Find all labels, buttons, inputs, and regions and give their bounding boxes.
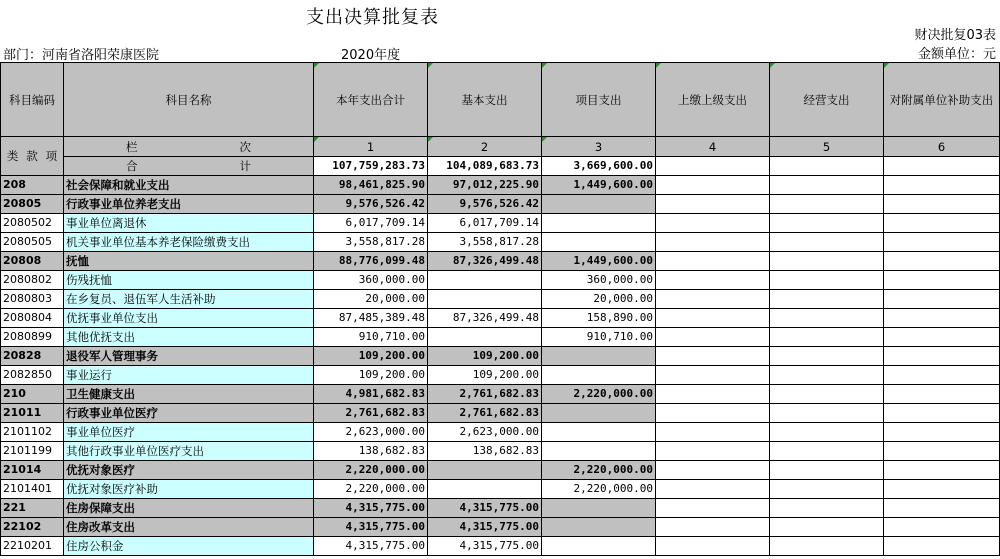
- row-name: 卫生健康支出: [64, 385, 314, 404]
- row-project: 2,220,000.00: [542, 461, 656, 480]
- row-basic: [428, 271, 542, 290]
- row-project: 360,000.00: [542, 271, 656, 290]
- row-project: [542, 537, 656, 556]
- row-total: 6,017,709.14: [314, 214, 428, 233]
- row-code: 2080804: [1, 309, 64, 328]
- row-code: 20828: [1, 347, 64, 366]
- row-project: [542, 366, 656, 385]
- row-upper: [656, 366, 770, 385]
- row-subsidy: [884, 328, 1000, 347]
- row-upper: [656, 423, 770, 442]
- row-subsidy: [884, 347, 1000, 366]
- row-subsidy: [884, 252, 1000, 271]
- report-title: 支出决算批复表: [306, 7, 439, 28]
- row-basic: 109,200.00: [428, 366, 542, 385]
- row-name: 住房改革支出: [64, 518, 314, 537]
- kind-xiang: 项: [45, 149, 58, 163]
- row-basic: 87,326,499.48: [428, 252, 542, 271]
- table-row: [1, 461, 1000, 480]
- row-code: 210: [1, 385, 64, 404]
- col-header-upper: 上缴上级支出: [656, 63, 770, 137]
- row-subsidy: [884, 499, 1000, 518]
- row-name: 机关事业单位基本养老保险缴费支出: [64, 233, 314, 252]
- row-total: 3,558,817.28: [314, 233, 428, 252]
- row-upper: [656, 271, 770, 290]
- row-code: 21011: [1, 404, 64, 423]
- total-row: [1, 157, 1000, 176]
- row-upper: [656, 518, 770, 537]
- row-project: 910,710.00: [542, 328, 656, 347]
- row-code: 22102: [1, 518, 64, 537]
- table-row: [1, 347, 1000, 366]
- row-operating: [770, 461, 884, 480]
- row-name: 其他行政事业单位医疗支出: [64, 442, 314, 461]
- row-project: [542, 442, 656, 461]
- row-subsidy: [884, 176, 1000, 195]
- colnum-5: 5: [770, 137, 884, 157]
- row-subsidy: [884, 537, 1000, 556]
- row-operating: [770, 423, 884, 442]
- row-name: 行政事业单位医疗: [64, 404, 314, 423]
- row-basic: 87,326,499.48: [428, 309, 542, 328]
- row-subsidy: [884, 423, 1000, 442]
- row-total: 360,000.00: [314, 271, 428, 290]
- row-total: 109,200.00: [314, 366, 428, 385]
- row-operating: [770, 518, 884, 537]
- row-total: 138,682.83: [314, 442, 428, 461]
- col-header-basic: 基本支出: [428, 63, 542, 137]
- col-header-subsidy: 对附属单位补助支出: [884, 63, 1000, 137]
- row-operating: [770, 328, 884, 347]
- row-project: 20,000.00: [542, 290, 656, 309]
- row-subsidy: [884, 309, 1000, 328]
- row-code: 20808: [1, 252, 64, 271]
- row-operating: [770, 290, 884, 309]
- table-row: [1, 404, 1000, 423]
- row-name: 优抚对象医疗: [64, 461, 314, 480]
- row-operating: [770, 252, 884, 271]
- total-c1: 107,759,283.73: [314, 157, 428, 176]
- row-basic: 4,315,775.00: [428, 518, 542, 537]
- row-subsidy: [884, 271, 1000, 290]
- table-row: [1, 366, 1000, 385]
- row-total: 2,220,000.00: [314, 480, 428, 499]
- row-upper: [656, 499, 770, 518]
- row-name: 退役军人管理事务: [64, 347, 314, 366]
- row-upper: [656, 537, 770, 556]
- row-basic: [428, 290, 542, 309]
- row-basic: 138,682.83: [428, 442, 542, 461]
- kind-lei: 类: [6, 149, 19, 163]
- row-subsidy: [884, 404, 1000, 423]
- row-basic: [428, 461, 542, 480]
- total-he: 合: [126, 159, 138, 173]
- table-row: [1, 195, 1000, 214]
- row-operating: [770, 499, 884, 518]
- colnum-6: 6: [884, 137, 1000, 157]
- table-row: [1, 328, 1000, 347]
- row-project: [542, 233, 656, 252]
- row-code: 2210201: [1, 537, 64, 556]
- row-basic: 6,017,709.14: [428, 214, 542, 233]
- amount-unit: 金额单位：元: [917, 47, 996, 62]
- row-name: 优抚事业单位支出: [64, 309, 314, 328]
- total-c2: 104,089,683.73: [428, 157, 542, 176]
- row-total: 20,000.00: [314, 290, 428, 309]
- row-code: 21014: [1, 461, 64, 480]
- row-total: 9,576,526.42: [314, 195, 428, 214]
- row-basic: 2,761,682.83: [428, 385, 542, 404]
- row-total: 910,710.00: [314, 328, 428, 347]
- column-header-row: [1, 63, 1000, 137]
- row-total: 2,220,000.00: [314, 461, 428, 480]
- row-subsidy: [884, 442, 1000, 461]
- kind-kuan: 款: [26, 149, 38, 163]
- table-row: [1, 214, 1000, 233]
- row-subsidy: [884, 233, 1000, 252]
- row-name: 伤残抚恤: [64, 271, 314, 290]
- row-code: 2101199: [1, 442, 64, 461]
- table-code: 财决批复03表: [914, 28, 996, 43]
- row-subsidy: [884, 290, 1000, 309]
- total-c3: 3,669,600.00: [542, 157, 656, 176]
- row-code: 208: [1, 176, 64, 195]
- row-upper: [656, 461, 770, 480]
- row-upper: [656, 404, 770, 423]
- table-row: [1, 537, 1000, 556]
- table-row: [1, 271, 1000, 290]
- total-c4: [656, 157, 770, 176]
- row-name: 行政事业单位养老支出: [64, 195, 314, 214]
- row-project: [542, 499, 656, 518]
- row-upper: [656, 252, 770, 271]
- row-upper: [656, 195, 770, 214]
- row-project: 2,220,000.00: [542, 480, 656, 499]
- row-upper: [656, 176, 770, 195]
- department-label: 部门：河南省洛阳荣康医院: [3, 48, 160, 63]
- row-code: 2101401: [1, 480, 64, 499]
- row-total: 4,981,682.83: [314, 385, 428, 404]
- colnum-3: 3: [542, 137, 656, 157]
- row-operating: [770, 366, 884, 385]
- row-operating: [770, 195, 884, 214]
- colnum-4: 4: [656, 137, 770, 157]
- row-name: 住房公积金: [64, 537, 314, 556]
- row-upper: [656, 214, 770, 233]
- row-name: 抚恤: [64, 252, 314, 271]
- row-project: 2,220,000.00: [542, 385, 656, 404]
- row-total: 4,315,775.00: [314, 499, 428, 518]
- row-name: 事业运行: [64, 366, 314, 385]
- row-project: 1,449,600.00: [542, 176, 656, 195]
- row-name: 事业单位医疗: [64, 423, 314, 442]
- row-operating: [770, 271, 884, 290]
- row-code: 2080802: [1, 271, 64, 290]
- table-row: [1, 518, 1000, 537]
- row-basic: 9,576,526.42: [428, 195, 542, 214]
- row-basic: 4,315,775.00: [428, 537, 542, 556]
- row-subsidy: [884, 366, 1000, 385]
- row-total: 2,623,000.00: [314, 423, 428, 442]
- row-total: 4,315,775.00: [314, 518, 428, 537]
- total-c6: [884, 157, 1000, 176]
- colnum-1: 1: [314, 137, 428, 157]
- row-operating: [770, 385, 884, 404]
- row-basic: 109,200.00: [428, 347, 542, 366]
- col-header-code: 科目编码: [1, 63, 64, 137]
- row-subsidy: [884, 518, 1000, 537]
- ci-label: 次: [239, 139, 251, 154]
- row-total: 109,200.00: [314, 347, 428, 366]
- col-header-project: 项目支出: [542, 63, 656, 137]
- table-row: [1, 309, 1000, 328]
- row-basic: 3,558,817.28: [428, 233, 542, 252]
- row-project: [542, 404, 656, 423]
- row-total: 88,776,099.48: [314, 252, 428, 271]
- row-upper: [656, 480, 770, 499]
- row-subsidy: [884, 461, 1000, 480]
- row-project: 158,890.00: [542, 309, 656, 328]
- row-operating: [770, 480, 884, 499]
- table-row: [1, 385, 1000, 404]
- row-name: 在乡复员、退伍军人生活补助: [64, 290, 314, 309]
- col-header-total: 本年支出合计: [314, 63, 428, 137]
- row-operating: [770, 309, 884, 328]
- kind-header: [1, 137, 64, 176]
- row-code: 2080505: [1, 233, 64, 252]
- total-ji: 计: [239, 159, 251, 173]
- expenditure-table: [0, 62, 1000, 556]
- row-name: 优抚对象医疗补助: [64, 480, 314, 499]
- table-row: [1, 423, 1000, 442]
- row-total: 98,461,825.90: [314, 176, 428, 195]
- table-row: [1, 480, 1000, 499]
- row-subsidy: [884, 195, 1000, 214]
- table-row: [1, 233, 1000, 252]
- column-number-row: [1, 137, 1000, 157]
- row-code: 2082850: [1, 366, 64, 385]
- row-upper: [656, 309, 770, 328]
- row-total: 2,761,682.83: [314, 404, 428, 423]
- row-subsidy: [884, 385, 1000, 404]
- row-project: [542, 214, 656, 233]
- row-operating: [770, 176, 884, 195]
- row-name: 事业单位离退休: [64, 214, 314, 233]
- row-total: 87,485,389.48: [314, 309, 428, 328]
- row-subsidy: [884, 480, 1000, 499]
- row-subsidy: [884, 214, 1000, 233]
- table-row: [1, 176, 1000, 195]
- row-upper: [656, 233, 770, 252]
- lanci-cell: [64, 137, 314, 157]
- row-operating: [770, 214, 884, 233]
- table-row: [1, 499, 1000, 518]
- row-project: 1,449,600.00: [542, 252, 656, 271]
- row-code: 20805: [1, 195, 64, 214]
- col-header-name: 科目名称: [64, 63, 314, 137]
- lan-label: 栏: [126, 139, 138, 154]
- row-basic: 4,315,775.00: [428, 499, 542, 518]
- row-upper: [656, 385, 770, 404]
- row-code: 2080899: [1, 328, 64, 347]
- row-project: [542, 195, 656, 214]
- row-name: 其他优抚支出: [64, 328, 314, 347]
- row-upper: [656, 290, 770, 309]
- row-upper: [656, 328, 770, 347]
- row-total: 4,315,775.00: [314, 537, 428, 556]
- total-label-cell: [64, 157, 314, 176]
- row-basic: [428, 328, 542, 347]
- row-code: 2080502: [1, 214, 64, 233]
- row-operating: [770, 537, 884, 556]
- row-project: [542, 518, 656, 537]
- row-basic: 2,623,000.00: [428, 423, 542, 442]
- table-row: [1, 442, 1000, 461]
- row-basic: 2,761,682.83: [428, 404, 542, 423]
- row-operating: [770, 233, 884, 252]
- total-c5: [770, 157, 884, 176]
- row-name: 社会保障和就业支出: [64, 176, 314, 195]
- row-project: [542, 423, 656, 442]
- row-name: 住房保障支出: [64, 499, 314, 518]
- row-basic: 97,012,225.90: [428, 176, 542, 195]
- row-operating: [770, 442, 884, 461]
- row-upper: [656, 442, 770, 461]
- row-code: 221: [1, 499, 64, 518]
- row-code: 2080803: [1, 290, 64, 309]
- fiscal-year: 2020年度: [341, 48, 401, 63]
- row-project: [542, 347, 656, 366]
- table-row: [1, 252, 1000, 271]
- row-operating: [770, 347, 884, 366]
- colnum-2: 2: [428, 137, 542, 157]
- col-header-operating: 经营支出: [770, 63, 884, 137]
- row-operating: [770, 404, 884, 423]
- row-upper: [656, 347, 770, 366]
- table-row: [1, 290, 1000, 309]
- row-basic: [428, 480, 542, 499]
- row-code: 2101102: [1, 423, 64, 442]
